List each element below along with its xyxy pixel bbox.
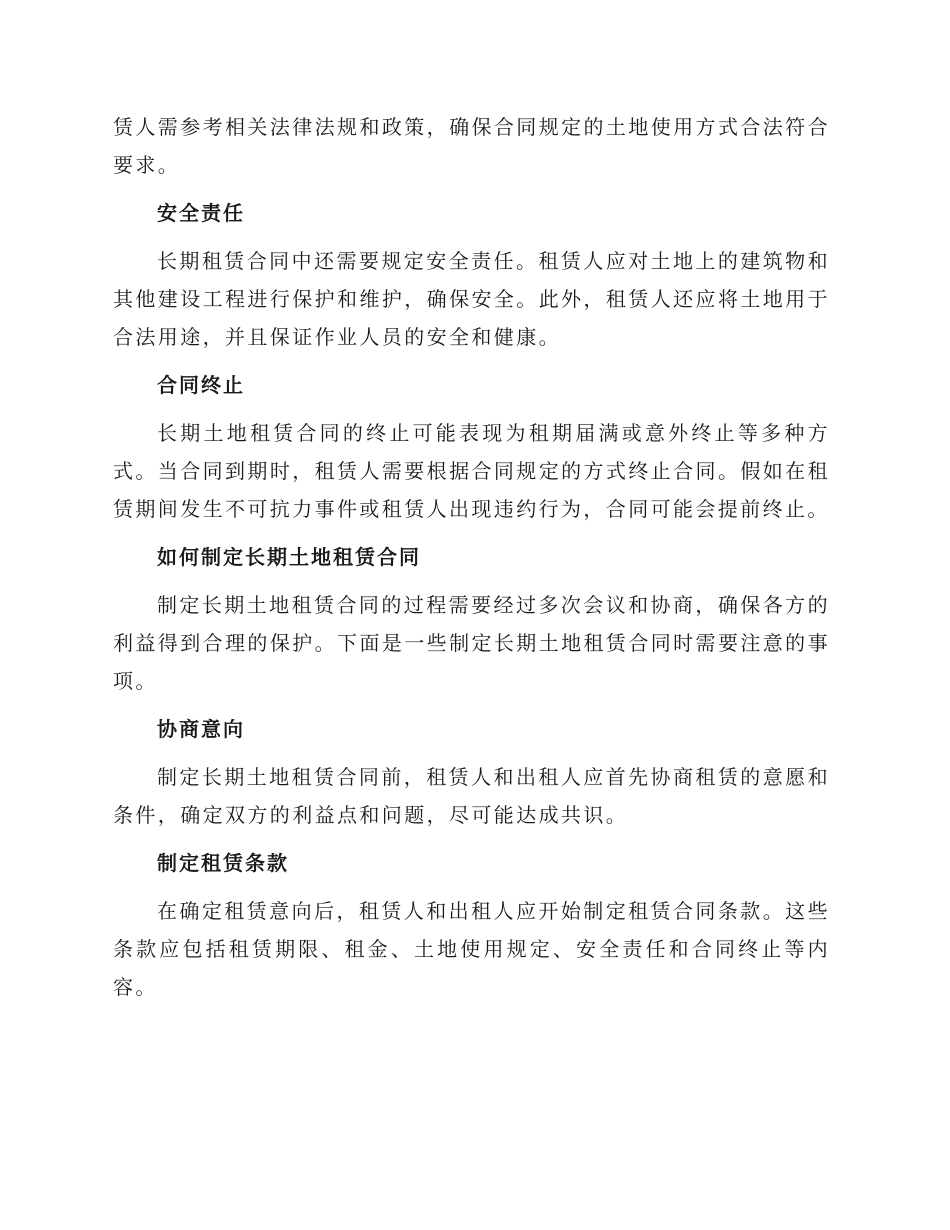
section-heading-safety: 安全责任 (157, 201, 245, 225)
document-body (113, 108, 830, 1016)
paragraph-how-to-draft: 制定长期土地租赁合同的过程需要经过多次会议和协商，确保各方的利益得到合理的保护。下面是一些制定长期土地租赁合同时需要注意的事项。 (113, 593, 830, 693)
paragraph-lease-terms: 在确定租赁意向后，租赁人和出租人应开始制定租赁合同条款。这些条款应包括租赁期限、租金、土地使用规定、安全责任和合同终止等内容。 (113, 899, 830, 999)
section-heading-termination: 合同终止 (157, 373, 245, 397)
paragraph-termination: 长期土地租赁合同的终止可能表现为租期届满或意外终止等多种方式。当合同到期时，租赁人需要根据合同规定的方式终止合同。假如在租赁期间发生不可抗力事件或租赁人出现违约行为，合同可能会提前终止。 (113, 421, 830, 521)
paragraph-negotiation: 制定长期土地租赁合同前，租赁人和出租人应首先协商租赁的意愿和条件，确定双方的利益点和问题，尽可能达成共识。 (113, 765, 830, 827)
section-heading-negotiation: 协商意向 (157, 717, 245, 741)
section-heading-how-to-draft: 如何制定长期土地租赁合同 (157, 545, 421, 569)
paragraph-safety: 长期租赁合同中还需要规定安全责任。租赁人应对土地上的建筑物和其他建设工程进行保护和维护，确保安全。此外，租赁人还应将土地用于合法用途，并且保证作业人员的安全和健康。 (113, 249, 830, 349)
section-heading-lease-terms: 制定租赁条款 (157, 851, 289, 875)
paragraph-continued: 赁人需参考相关法律法规和政策，确保合同规定的土地使用方式合法符合要求。 (113, 115, 830, 177)
